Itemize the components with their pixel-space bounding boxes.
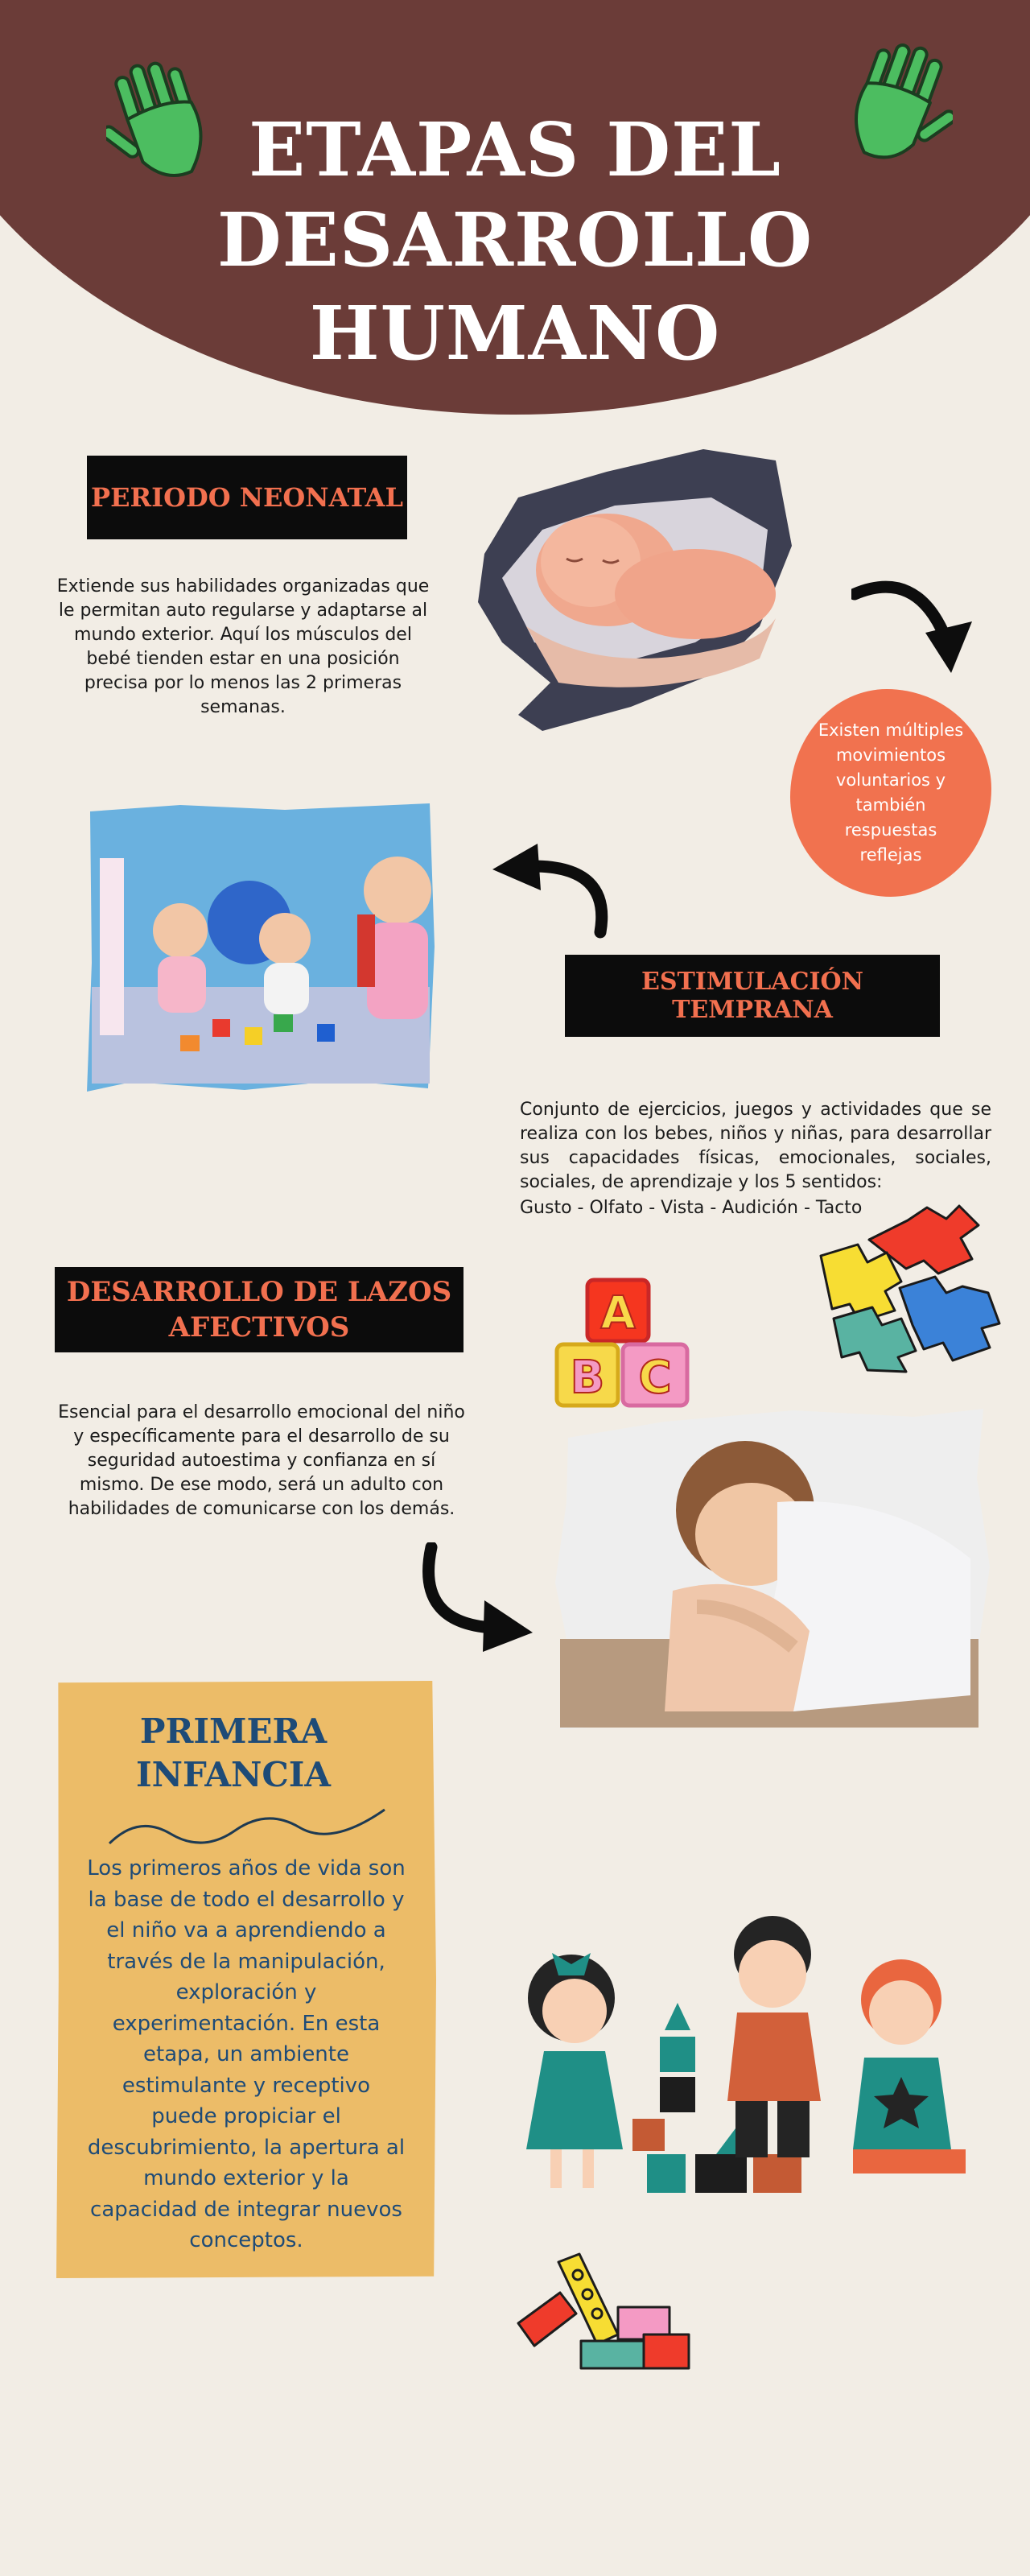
abc-blocks-icon xyxy=(554,1277,695,1414)
page-title-line-2: DESARROLLO HUMANO xyxy=(216,196,814,377)
children-playing-photo xyxy=(84,802,438,1096)
neonatal-bubble: Existen múltiples movimientos voluntarios y también respuestas reflejas xyxy=(790,689,991,897)
primera-infancia-title-line-2: INFANCIA xyxy=(135,1755,332,1794)
primera-infancia-text: Los primeros años de vida son la base de todo el desarrollo y el niño va a aprendiendo a través de la manipulación, exploración y experimentación. En esta etapa, un ambiente estimulante y receptivo puede propiciar el descubrimiento, la apertura al mundo exterior y la capacidad de integrar nuevos conceptos. xyxy=(87,1856,406,2252)
toy-blocks-icon xyxy=(513,2251,698,2372)
stimulation-text: Conjunto de ejercicios, juegos y actividades que se realiza con los bebes, niños y niñas, para desarrollar sus capacidades físicas, emocionales, sociales, sociales, de aprendizaje y los 5 sentidos: xyxy=(520,1100,991,1192)
curved-arrow-icon xyxy=(491,842,612,939)
neonatal-label: PERIODO NEONATAL xyxy=(87,456,407,539)
block-letter-c: C xyxy=(638,1352,672,1404)
block-letter-b: B xyxy=(570,1352,605,1404)
block-letter-a: A xyxy=(600,1287,636,1340)
senses-list: Gusto - Olfato - Vista - Audición - Tacto xyxy=(520,1198,863,1218)
puzzle-pieces-icon xyxy=(818,1204,1004,1373)
bonds-text: Esencial para el desarrollo emocional del niño y específicamente para el desarrollo de su seguridad autoestima y confianza en sí mismo. De ese modo, será un adulto con habilidades de comunicarse con los demás. xyxy=(58,1402,465,1519)
children-building-illustration xyxy=(515,1908,974,2198)
hug-photo xyxy=(552,1406,991,1732)
primera-infancia-title-line-1: PRIMERA xyxy=(139,1711,328,1751)
curved-arrow-icon xyxy=(851,576,980,681)
bonds-label xyxy=(55,1267,464,1352)
wavy-line-decoration xyxy=(106,1806,388,1852)
neonatal-text: Extiende sus habilidades organizadas que le permitan auto regularse y adaptarse al mundo exterior. Aquí los músculos del bebé tienden estar en una posición precisa por lo menos las 2 primeras semanas. xyxy=(56,576,430,717)
newborn-photo xyxy=(470,441,808,739)
bonds-label-line-2: AFECTIVOS xyxy=(168,1311,350,1344)
page-title-line-1: ETAPAS DEL xyxy=(249,106,781,193)
curved-arrow-icon xyxy=(415,1542,536,1655)
bonds-label-line-1: DESARROLLO DE LAZOS xyxy=(66,1276,452,1308)
stimulation-label: ESTIMULACIÓN TEMPRANA xyxy=(565,955,940,1037)
